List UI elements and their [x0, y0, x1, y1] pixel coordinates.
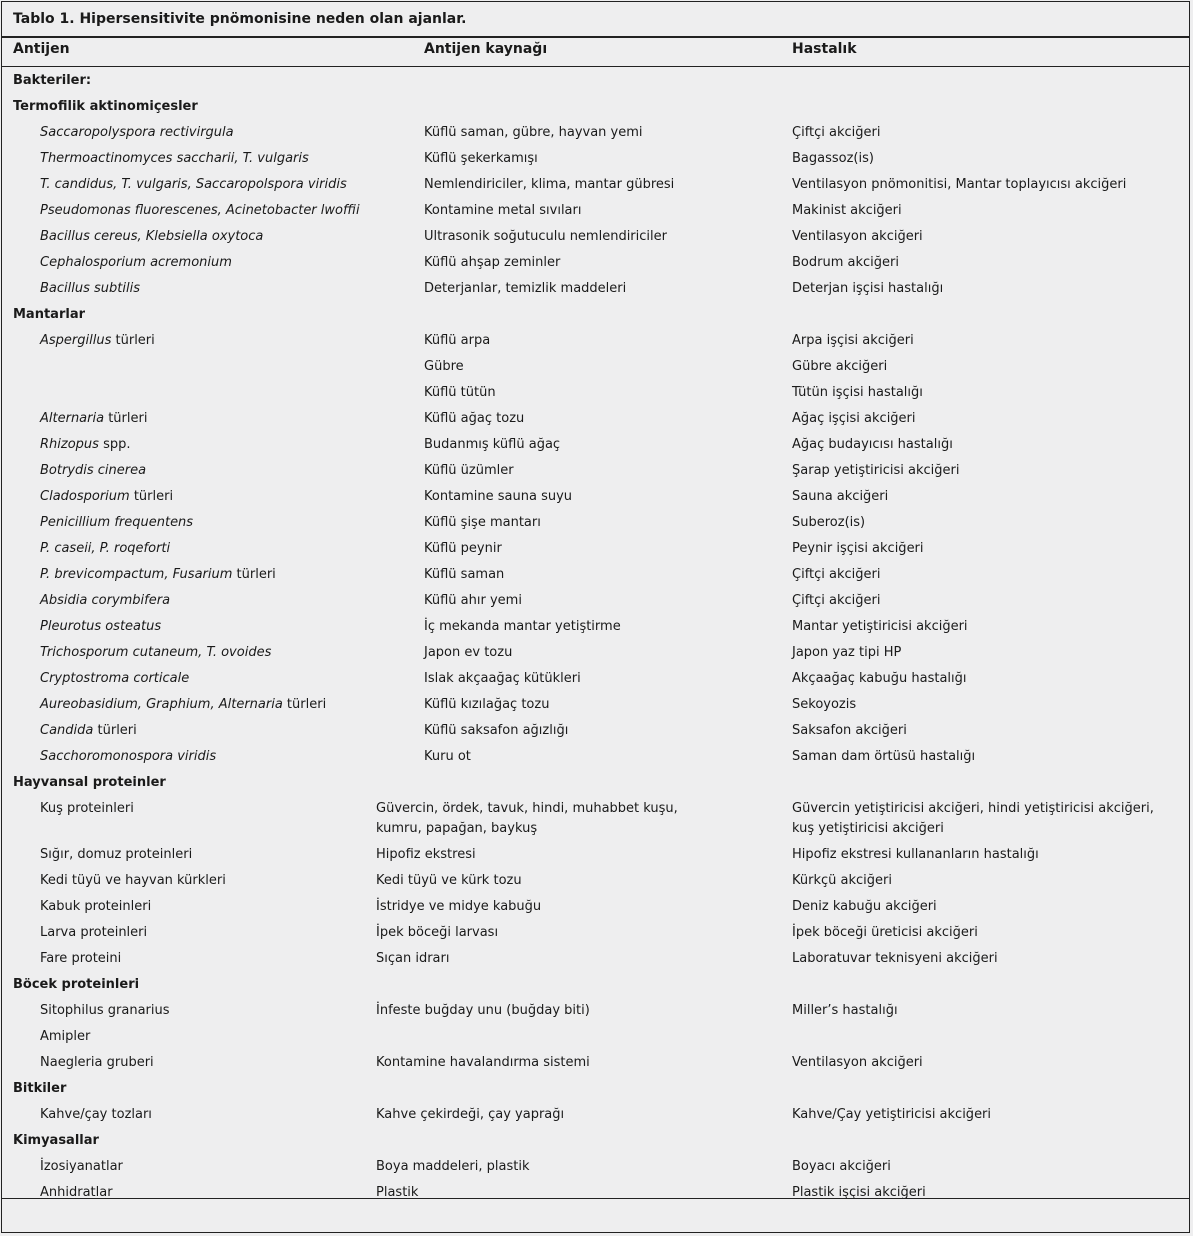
table-row	[2, 511, 1189, 537]
antigen-text: Kuş proteinleri	[40, 801, 134, 816]
column-header-disease: Hastalık	[792, 41, 857, 57]
source-cell: Küflü tütün	[424, 385, 496, 400]
table-row	[2, 745, 1189, 771]
antigen-text: Sitophilus granarius	[40, 1003, 170, 1018]
antigen-cell	[40, 871, 226, 891]
disease-cell: Peynir işçisi akciğeri	[792, 541, 924, 556]
antigen-cell	[40, 923, 147, 943]
table-row	[2, 869, 1189, 895]
antigen-cell	[40, 695, 326, 715]
source-cell: Küflü saksafon ağızlığı	[424, 723, 569, 738]
source-cell: İnfeste buğday unu (buğday biti)	[376, 1003, 590, 1018]
antigen-species: Bacillus cereus, Klebsiella oxytoca	[40, 229, 264, 244]
antigen-cell	[40, 201, 360, 221]
antigen-cell	[40, 591, 170, 611]
antigen-cell	[40, 799, 134, 819]
source-cell: Boya maddeleri, plastik	[376, 1159, 530, 1174]
section-row	[2, 973, 1189, 999]
source-cell: Nemlendiriciler, klima, mantar gübresi	[424, 177, 675, 192]
section-row	[2, 69, 1189, 95]
source-cell: Küflü peynir	[424, 541, 502, 556]
header-rule	[2, 66, 1189, 67]
disease-cell: Çiftçi akciğeri	[792, 125, 881, 140]
antigen-species: Cryptostroma corticale	[40, 671, 190, 686]
antigen-species: Trichosporum cutaneum, T. ovoides	[40, 645, 272, 660]
antigen-species: Alternaria	[40, 411, 105, 426]
table-row	[2, 1103, 1189, 1129]
source-cell: Küflü üzümler	[424, 463, 514, 478]
source-cell: İstridye ve midye kabuğu	[376, 899, 542, 914]
disease-cell: Bagassoz(is)	[792, 151, 874, 166]
antigen-cell	[40, 539, 170, 559]
disease-cell: Akçaağaç kabuğu hastalığı	[792, 671, 967, 686]
table-row	[2, 589, 1189, 615]
antigen-species: Aspergillus	[40, 333, 112, 348]
antigen-species: Aureobasidium, Graphium, Alternaria	[40, 697, 283, 712]
disease-cell: Bodrum akciğeri	[792, 255, 899, 270]
disease-cell: Ağaç budayıcısı hastalığı	[792, 437, 953, 452]
source-cell: Küflü saman	[424, 567, 505, 582]
table-body	[2, 69, 1189, 1207]
bottom-rule	[2, 1198, 1189, 1199]
disease-cell: Güvercin yetiştiricisi akciğeri, hindi yetiştiricisi akciğeri, kuş yetiştiricisi akciğeri	[792, 801, 1154, 836]
antigen-text: Kahve/çay tozları	[40, 1107, 152, 1122]
section-label: Mantarlar	[13, 307, 86, 322]
table-row	[2, 459, 1189, 485]
antigen-text: İzosiyanatlar	[40, 1159, 123, 1174]
source-cell: Kahve çekirdeği, çay yaprağı	[376, 1107, 565, 1122]
source-cell: Küflü arpa	[424, 333, 491, 348]
table-row	[2, 563, 1189, 589]
table-row	[2, 381, 1189, 407]
antigen-species: Botrydis cinerea	[40, 463, 147, 478]
antigen-cell	[40, 227, 263, 247]
antigen-cell	[40, 1001, 170, 1021]
table-row	[2, 797, 1189, 843]
disease-cell: Saksafon akciğeri	[792, 723, 907, 738]
disease-cell: Çiftçi akciğeri	[792, 567, 881, 582]
table-row	[2, 1051, 1189, 1077]
antigen-text: türleri	[93, 723, 137, 738]
source-cell: Küflü şekerkamışı	[424, 151, 538, 166]
antigen-text: Amipler	[40, 1029, 91, 1044]
antigen-cell	[40, 845, 192, 865]
antigen-cell	[40, 487, 173, 507]
source-cell: Islak akçaağaç kütükleri	[424, 671, 581, 686]
table-caption: Tablo 1. Hipersensitivite pnömonisine neden olan ajanlar.	[13, 11, 467, 27]
antigen-species: T. candidus, T. vulgaris, Saccaropolspora viridis	[40, 177, 347, 192]
antigen-cell	[40, 1027, 90, 1047]
source-cell: Ultrasonik soğutuculu nemlendiriciler	[424, 229, 667, 244]
disease-cell: Ventilasyon akciğeri	[792, 1055, 923, 1070]
disease-cell: Çiftçi akciğeri	[792, 593, 881, 608]
disease-cell: Sekoyozis	[792, 697, 857, 712]
source-cell: Kontamine metal sıvıları	[424, 203, 582, 218]
top-rule	[2, 36, 1189, 38]
antigen-species: Bacillus subtilis	[40, 281, 140, 296]
antigen-cell	[40, 747, 216, 767]
antigen-cell	[40, 331, 155, 351]
table-row	[2, 199, 1189, 225]
antigen-species: Pseudomonas fluorescenes, Acinetobacter lwoffii	[40, 203, 360, 218]
source-cell: Küflü ahır yemi	[424, 593, 522, 608]
table-row	[2, 277, 1189, 303]
section-row	[2, 1129, 1189, 1155]
table-row	[2, 1181, 1189, 1207]
table-row	[2, 251, 1189, 277]
table-row	[2, 843, 1189, 869]
section-label: Kimyasallar	[13, 1133, 99, 1148]
antigen-text: türleri	[129, 489, 174, 504]
table-row	[2, 947, 1189, 973]
antigen-cell	[40, 565, 276, 585]
disease-cell: Sauna akciğeri	[792, 489, 889, 504]
antigen-species: Saccaropolyspora rectivirgula	[40, 125, 234, 140]
table-row	[2, 147, 1189, 173]
table-row	[2, 121, 1189, 147]
source-cell: Japon ev tozu	[424, 645, 513, 660]
table-row	[2, 1155, 1189, 1181]
antigen-text: spp.	[98, 437, 131, 452]
disease-cell: Ventilasyon pnömonitisi, Mantar toplayıcısı akciğeri	[792, 177, 1127, 192]
antigen-text: Larva proteinleri	[40, 925, 148, 940]
antigen-cell	[40, 897, 151, 917]
disease-cell: Laboratuvar teknisyeni akciğeri	[792, 951, 998, 966]
disease-cell: Kürkçü akciğeri	[792, 873, 892, 888]
antigen-cell	[40, 435, 130, 455]
source-cell: Güvercin, ördek, tavuk, hindi, muhabbet kuşu, kumru, papağan, baykuş	[376, 801, 678, 836]
table-row	[2, 407, 1189, 433]
table-row	[2, 1025, 1189, 1051]
antigen-cell	[40, 949, 121, 969]
section-row	[2, 771, 1189, 797]
antigen-species: Cephalosporium acremonium	[40, 255, 232, 270]
column-header-antigen: Antijen	[13, 41, 70, 57]
table-row	[2, 355, 1189, 381]
disease-cell: Tütün işçisi hastalığı	[792, 385, 923, 400]
table-row	[2, 719, 1189, 745]
disease-cell: Plastik işçisi akciğeri	[792, 1185, 926, 1200]
section-label: Böcek proteinleri	[13, 977, 140, 992]
antigen-cell	[40, 461, 146, 481]
section-label: Bakteriler:	[13, 73, 92, 88]
source-cell: Budanmış küflü ağaç	[424, 437, 561, 452]
source-cell: Kedi tüyü ve kürk tozu	[376, 873, 522, 888]
section-row	[2, 1077, 1189, 1103]
source-cell: Kontamine havalandırma sistemi	[376, 1055, 590, 1070]
table-row	[2, 895, 1189, 921]
column-header-source: Antijen kaynağı	[424, 41, 548, 57]
disease-cell: Arpa işçisi akciğeri	[792, 333, 914, 348]
antigen-cell	[40, 721, 137, 741]
section-row	[2, 303, 1189, 329]
disease-cell: Gübre akciğeri	[792, 359, 888, 374]
antigen-cell	[40, 1183, 113, 1203]
disease-cell: Deterjan işçisi hastalığı	[792, 281, 944, 296]
antigen-species: Cladosporium	[40, 489, 130, 504]
antigen-cell	[40, 123, 234, 143]
table-row	[2, 433, 1189, 459]
antigen-text: türleri	[104, 411, 148, 426]
table-row	[2, 641, 1189, 667]
antigen-species: Rhizopus	[40, 437, 99, 452]
table-row	[2, 329, 1189, 355]
section-row	[2, 95, 1189, 121]
antigen-cell	[40, 149, 309, 169]
source-cell: Sıçan idrarı	[376, 951, 450, 966]
source-cell: Küflü saman, gübre, hayvan yemi	[424, 125, 643, 140]
source-cell: Hipofiz ekstresi	[376, 847, 476, 862]
source-cell: İç mekanda mantar yetiştirme	[424, 619, 621, 634]
disease-cell: Saman dam örtüsü hastalığı	[792, 749, 976, 764]
disease-cell: Ventilasyon akciğeri	[792, 229, 923, 244]
source-cell: Küflü şişe mantarı	[424, 515, 541, 530]
antigen-species: P. brevicompactum, Fusarium	[40, 567, 233, 582]
disease-cell: Hipofiz ekstresi kullananların hastalığı	[792, 847, 1039, 862]
table-row	[2, 615, 1189, 641]
antigen-text: türleri	[111, 333, 155, 348]
antigen-cell	[40, 175, 347, 195]
antigen-cell	[40, 409, 147, 429]
antigen-text: Kabuk proteinleri	[40, 899, 152, 914]
antigen-cell	[40, 617, 161, 637]
disease-cell: İpek böceği üreticisi akciğeri	[792, 925, 978, 940]
disease-cell: Mantar yetiştiricisi akciğeri	[792, 619, 968, 634]
antigen-species: Sacchoromonospora viridis	[40, 749, 217, 764]
antigen-cell	[40, 1105, 152, 1125]
antigen-text: Naegleria gruberi	[40, 1055, 154, 1070]
source-cell: Küflü ağaç tozu	[424, 411, 525, 426]
section-label: Hayvansal proteinler	[13, 775, 166, 790]
source-cell: Küflü ahşap zeminler	[424, 255, 561, 270]
antigen-text: Kedi tüyü ve hayvan kürkleri	[40, 873, 226, 888]
antigen-species: Candida	[40, 723, 94, 738]
antigen-species: P. caseii, P. roqeforti	[40, 541, 171, 556]
disease-cell: Japon yaz tipi HP	[792, 645, 902, 660]
antigen-cell	[40, 279, 140, 299]
antigen-species: Pleurotus osteatus	[40, 619, 162, 634]
antigen-text: Anhidratlar	[40, 1185, 113, 1200]
disease-cell: Deniz kabuğu akciğeri	[792, 899, 937, 914]
antigen-cell	[40, 643, 271, 663]
antigen-species: Absidia corymbifera	[40, 593, 171, 608]
source-cell: Küflü kızılağaç tozu	[424, 697, 550, 712]
source-cell: Gübre	[424, 359, 464, 374]
table-frame	[1, 1, 1190, 1233]
antigen-cell	[40, 1157, 123, 1177]
antigen-species: Penicillium frequentens	[40, 515, 194, 530]
source-cell: Kontamine sauna suyu	[424, 489, 573, 504]
antigen-cell	[40, 1053, 154, 1073]
table-row	[2, 921, 1189, 947]
disease-cell: Makinist akciğeri	[792, 203, 902, 218]
antigen-species: Thermoactinomyces saccharii, T. vulgaris	[40, 151, 309, 166]
disease-cell: Şarap yetiştiricisi akciğeri	[792, 463, 960, 478]
table-row	[2, 999, 1189, 1025]
section-label: Termofilik aktinomiçesler	[13, 99, 198, 114]
disease-cell: Ağaç işçisi akciğeri	[792, 411, 916, 426]
antigen-cell	[40, 513, 193, 533]
disease-cell: Miller’s hastalığı	[792, 1003, 898, 1018]
table-row	[2, 173, 1189, 199]
section-label: Bitkiler	[13, 1081, 67, 1096]
source-cell: Kuru ot	[424, 749, 471, 764]
disease-cell: Suberoz(is)	[792, 515, 866, 530]
disease-cell: Kahve/Çay yetiştiricisi akciğeri	[792, 1107, 992, 1122]
source-cell: Plastik	[376, 1185, 419, 1200]
table-row	[2, 667, 1189, 693]
disease-cell: Boyacı akciğeri	[792, 1159, 891, 1174]
source-cell: Deterjanlar, temizlik maddeleri	[424, 281, 627, 296]
table-row	[2, 485, 1189, 511]
table-row	[2, 693, 1189, 719]
antigen-text: Fare proteini	[40, 951, 122, 966]
antigen-text: türleri	[232, 567, 276, 582]
antigen-text: türleri	[282, 697, 327, 712]
table-row	[2, 537, 1189, 563]
antigen-text: Sığır, domuz proteinleri	[40, 847, 193, 862]
table-row	[2, 225, 1189, 251]
antigen-cell	[40, 669, 189, 689]
source-cell: İpek böceği larvası	[376, 925, 499, 940]
antigen-cell	[40, 253, 232, 273]
